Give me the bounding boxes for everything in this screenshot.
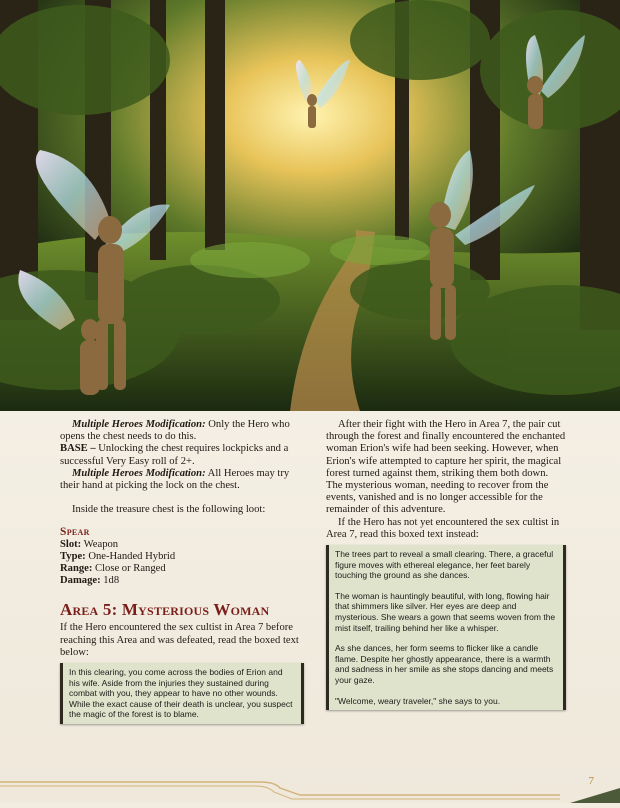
loot-intro: Inside the treasure chest is the following loot: xyxy=(72,504,266,516)
multiple-heroes-note-1: Multiple Heroes Modification: Only the Hero who opens the chest needs to do this. xyxy=(60,419,290,443)
item-type: Type: One-Handed Hybrid xyxy=(60,550,176,562)
page-body xyxy=(0,411,620,803)
page-number: 7 xyxy=(588,775,594,787)
loot-item-title: Spear xyxy=(60,526,90,539)
multiple-heroes-note-2: Multiple Heroes Modification: All Heroes may try their hand at picking the lock on the chest. xyxy=(60,467,290,492)
area-intro: If the Hero encountered the sex cultist in Area 7 before reaching this Area and was defeated, read the boxed text below: xyxy=(60,622,299,658)
aftermath-paragraph: After their fight with the Hero in Area 7, the pair cut through the forest and finally encountered the enchanted woman Erion's wife had been seeking. However, when Erion's wife attempted to capture her spirit, the magical forest turned against them, striking them both down. The mysterious woman, needing to recover from the events, vanished and is no longer accessible for the remainder of this adventure. xyxy=(326,419,566,516)
left-column xyxy=(60,419,304,724)
boxed-text-right: The trees part to reveal a small clearing. There, a graceful figure moves with ethereal elegance, her feet barely touching the ground as she dances. The woman is hauntingly beautiful, with long, flowing hair that shimmers like silver. Her eyes are deep and mysterious. She wears a gown that seems woven from the mist itself, trailing behind her like a whisper. As she dances, her form seems to flicker like a candle flame. Despite her ghostly appearance, there is a warmth and sadness in her smile as she stops dancing and meets your gaze. "Welcome, weary traveler," she says to you. xyxy=(326,545,566,710)
boxed-text-left: In this clearing, you come across the bodies of Erion and his wife. Aside from the injuries they sustained during combat with you, they appear to have no other wounds. While the exact cause of their death is unclear, you suspect the magic of the forest is to blame. xyxy=(60,663,304,724)
footer-ornament xyxy=(0,770,620,803)
base-rule: BASE – Unlocking the chest requires lockpicks and a successful Very Easy roll of 2+. xyxy=(60,443,289,467)
item-damage: Damage: 1d8 xyxy=(60,575,120,587)
alternate-intro: If the Hero has not yet encountered the sex cultist in Area 7, read this boxed text instead: xyxy=(326,516,560,540)
item-slot: Slot: Weapon xyxy=(60,538,119,550)
item-range: Range: Close or Ranged xyxy=(60,563,166,575)
area-heading: Area 5: Mysterious Woman xyxy=(60,600,270,620)
right-column xyxy=(326,419,566,710)
